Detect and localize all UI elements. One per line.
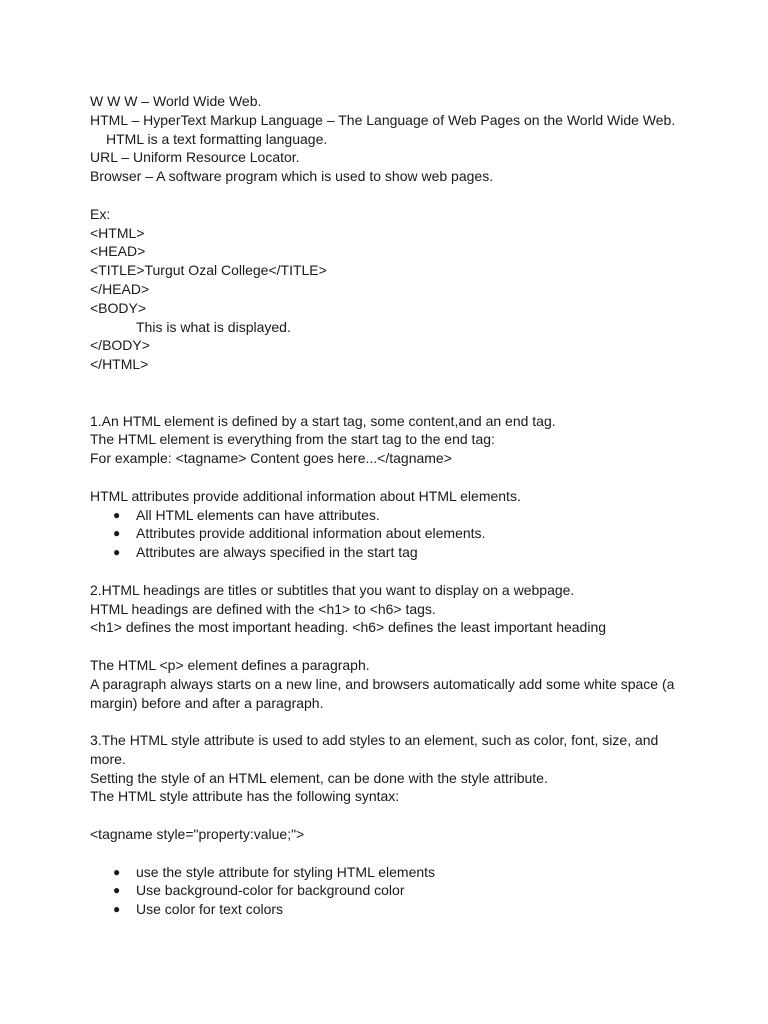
section1-line: The HTML element is everything from the start tag to the end tag: [90,431,495,448]
section3-line: The HTML style attribute has the following syntax: [90,788,400,805]
section2-line: 2.HTML headings are titles or subtitles that you want to display on a webpage. [90,581,575,598]
section2-line: HTML headings are defined with the <h1> to <h6> tags. [90,600,436,617]
paragraph-line: The HTML <p> element defines a paragraph. [90,656,370,673]
spacer [90,712,690,731]
section2-line: <h1> defines the most important heading. <h6> defines the least important heading [90,619,607,636]
example-code-line: <BODY> [90,299,147,316]
style-syntax: <tagname style="property:value;"> [90,826,305,843]
definition-www: W W W – World Wide Web. [90,93,262,109]
example-code-line: </HTML> [90,356,149,373]
bullet-icon: ● [113,864,121,879]
bullet-icon: ● [113,526,121,541]
example-code-line: <TITLE>Turgut Ozal College</TITLE> [90,262,327,279]
bullet-icon: ● [113,545,121,560]
example-code-line: </HEAD> [90,280,150,297]
list-item: ● All HTML elements can have attributes. [113,506,380,523]
spacer [90,468,690,487]
section3-line: 3.The HTML style attribute is used to add styles to an element, such as color, font, size, and more. [90,732,663,767]
list-item: ● Attributes provide additional information about elements. [113,525,486,542]
list-item: ● Attributes are always specified in the start tag [113,544,418,561]
section3-line: Setting the style of an HTML element, can be done with the style attribute. [90,769,548,786]
example-code-line: <HTML> [90,224,145,241]
definition-browser: Browser – A software program which is used to show web pages. [90,168,494,185]
spacer [90,844,690,863]
definition-html: HTML – HyperText Markup Language – The Language of Web Pages on the World Wide Web. [90,111,676,128]
example-code-line: </BODY> [90,337,150,354]
bullet-icon: ● [113,507,121,522]
list-item: ● Use color for text colors [113,901,284,918]
spacer [90,637,690,656]
example-code-line: <HEAD> [90,243,146,260]
spacer [90,186,690,205]
paragraph-line: A paragraph always starts on a new line, and browsers automatically add some white space (a margin) before and after a paragraph. [90,675,679,711]
example-code-line: This is what is displayed. [136,318,291,335]
attributes-intro: HTML attributes provide additional information about HTML elements. [90,487,521,504]
list-item: ● use the style attribute for styling HTML elements [113,863,436,880]
style-bullet-list [90,863,690,919]
bullet-icon: ● [113,902,121,917]
bullet-icon: ● [113,883,121,898]
example-label: Ex: [90,205,111,222]
document-page [90,92,690,919]
spacer [90,562,690,581]
attributes-bullet-list [90,506,690,562]
definition-html-note: HTML is a text formatting language. [106,130,328,147]
spacer [90,806,690,825]
spacer [90,374,690,412]
section1-line: 1.An HTML element is defined by a start tag, some content,and an end tag. [90,412,556,429]
definition-url: URL – Uniform Resource Locator. [90,149,300,166]
section1-line: For example: <tagname> Content goes here...</tagname> [90,450,452,467]
list-item: ● Use background-color for background color [113,882,405,899]
